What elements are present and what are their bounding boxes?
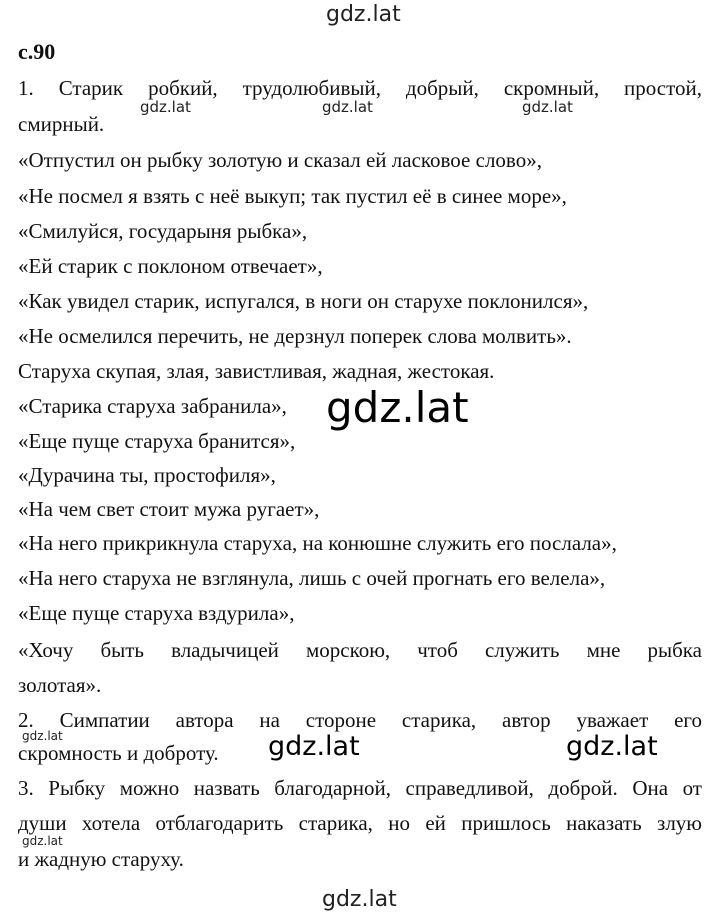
watermark-bottom: gdz.lat <box>322 887 397 912</box>
watermark-tiny-2: gdz.lat <box>22 834 63 848</box>
text-line-21: 3. Рыбку можно назвать благодарной, справедливой, доброй. Она от <box>18 776 702 800</box>
text-line-20: скромность и доброту. <box>18 741 219 765</box>
text-line-15: «На него старуха не взглянула, лишь с очей прогнать его велела», <box>18 566 606 590</box>
text-line-11: «Еще пуще старуха бранится», <box>18 429 296 453</box>
page-heading: с.90 <box>18 39 56 64</box>
text-line-7: «Как увидел старик, испугался, в ноги он старухе поклонился», <box>18 289 589 313</box>
text-line-13: «На чем свет стоит мужа ругает», <box>18 497 320 521</box>
text-line-19: 2. Симпатии автора на стороне старика, автор уважает его <box>18 708 702 732</box>
text-line-9: Старуха скупая, злая, завистливая, жадная, жестокая. <box>18 359 495 383</box>
watermark-medium-1: gdz.lat <box>268 731 360 762</box>
text-line-8: «Не осмелился перечить, не дерзнул поперек слова молвить». <box>18 324 572 348</box>
text-line-1: 1. Старик робкий, трудолюбивый, добрый, скромный, простой, <box>18 76 702 100</box>
watermark-medium-2: gdz.lat <box>566 731 658 762</box>
text-line-5: «Смилуйся, государыня рыбка», <box>18 219 308 243</box>
text-line-18: золотая». <box>18 673 102 697</box>
text-line-16: «Еще пуще старуха вздурила», <box>18 601 295 625</box>
text-line-3: «Отпустил он рыбку золотую и сказал ей ласковое слово», <box>18 148 542 172</box>
text-line-17: «Хочу быть владычицей морскою, чтоб служить мне рыбка <box>18 638 702 662</box>
text-line-14: «На него прикрикнула старуха, на конюшне служить его послала», <box>18 531 617 555</box>
text-line-4: «Не посмел я взять с неё выкуп; так пустил её в синее море», <box>18 184 567 208</box>
watermark-small-2: gdz.lat <box>322 98 373 116</box>
watermark-large-center: gdz.lat <box>326 383 469 432</box>
text-line-6: «Ей старик с поклоном отвечает», <box>18 254 323 278</box>
text-line-10: «Старика старуха забранила», <box>18 394 287 418</box>
watermark-small-3: gdz.lat <box>522 98 573 116</box>
text-line-22: души хотела отблагодарить старика, но ей пришлось наказать злую <box>18 811 702 835</box>
watermark-top: gdz.lat <box>326 2 401 27</box>
text-line-12: «Дурачина ты, простофиля», <box>18 463 276 487</box>
watermark-tiny-1: gdz.lat <box>22 729 63 743</box>
watermark-small-1: gdz.lat <box>140 98 191 116</box>
text-line-2: смирный. <box>18 112 105 136</box>
text-line-23: и жадную старуху. <box>18 847 184 871</box>
